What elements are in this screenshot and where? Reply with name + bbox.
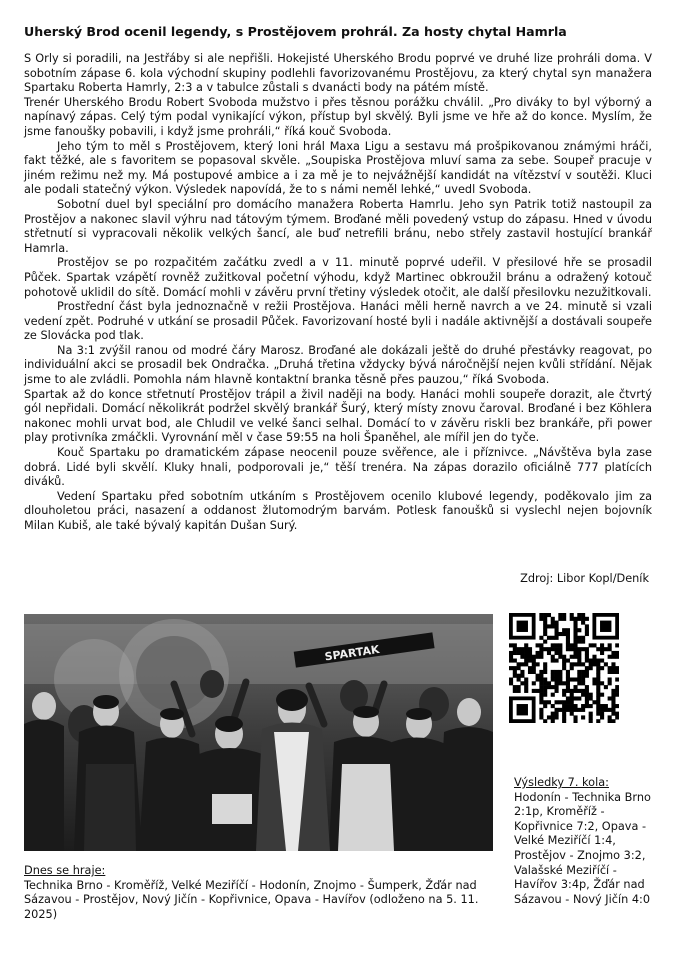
article-paragraph: Kouč Spartaku po dramatickém zápase neocenil pouze svěřence, ale i příznivce. „Návštěva byla zase dobrá. Lidé byli skvělí. Kluky hnali, podporovali je,“ těší trenéra. Na zápas dorazilo oficiálně 777 platících diváků. [24, 446, 652, 489]
today-heading: Dnes se hraje: [24, 864, 106, 877]
results-heading: Výsledky 7. kola: [514, 776, 609, 789]
fans-photo-illustration [24, 614, 493, 851]
article-paragraph: Na 3:1 zvýšil ranou od modré čáry Marosz. Broďané ale dokázali ještě do druhé přestávky reagovat, po individuální akci se prosadil bek Ondračka. „Druhá třetina vždycky bývá náročnější nejen kvůli střídání. Nějak jsme to ale zvládli. Pomohla nám hlavně kontaktní branka těsně přes pauzou,“ říká Svoboda. [24, 343, 652, 387]
article-paragraph: Jeho tým to měl s Prostějovem, který loni hrál Maxa Ligu a sestavu má prošpikovanou známými hráči, fakt těžké, ale s favoritem se popasoval skvěle. „Soupiska Prostějova mluví sama za sebe. Soupeř pracuje v jiném režimu než my. Má postupové ambice a i za mě je to nejvážnější kandidát na vítězství v soutěži. Kluci ale podali statečný výkon. Výsledek napovídá, že to s námi neměl lehké,“ uvedl Svoboda. [24, 139, 652, 197]
today-text: Technika Brno - Kroměříž, Velké Meziříčí - Hodonín, Znojmo - Šumperk, Žďár nad Sázavou - Prostějov, Nový Jičín - Kopřivnice, Opava - Havířov (odloženo na 5. 11. 2025) [24, 878, 479, 921]
article-paragraph: S Orly si poradili, na Jestřáby si ale nepřišli. Hokejisté Uherského Brodu poprvé ve druhé lize prohráli doma. V sobotním zápase 6. kola východní skupiny podlehli favorizovanému Prostějovu, za který chytal syn manažera Spartaku Roberta Hamrly, 2:3 a v tabulce zůstali s dvanácti body na pátém místě. [24, 52, 652, 95]
article-paragraph: Vedení Spartaku před sobotním utkáním s Prostějovem ocenilo klubové legendy, poděkovalo jim za dlouholetou práci, nasazení a oddanost žlutomodrým barvám. Potlesk fanoušků si vyslechl nejen bojovník Milan Kubiš, ale také bývalý kapitán Dušan Surý. [24, 489, 652, 532]
qr-code-pattern [509, 613, 619, 723]
scarf-banner-text: SPARTAK [323, 642, 381, 664]
article-title: Uherský Brod ocenil legendy, s Prostějovem prohrál. Za hosty chytal Hamrla [24, 24, 567, 39]
article-source: Zdroj: Libor Kopl/Deník [520, 572, 649, 585]
article-paragraph: Spartak až do konce střetnutí Prostějov trápil a živil naději na body. Hanáci mohli soupeře dorazit, ale čtvrtý gól nepřidali. Domácí několikrát podržel skvělý brankář Šurý, který místy znovu čaroval. Broďané i bez Köhlera nakonec mohli urvat bod, ale Chludil ve velké šanci selhal. Domácí to v závěru riskli bez brankáře, při power play protivníka zmáčkli. Vyrovnání měl v čase 59:55 na holi Španěhel, ale mířil jen do tyče. [24, 387, 652, 445]
qr-code[interactable] [509, 613, 619, 723]
results-text: Hodonín - Technika Brno 2:1p, Kroměříž - Kopřivnice 7:2, Opava - Velké Meziříčí 1:4, Prostějov - Znojmo 3:2, Valašské Meziříčí - Havířov 3:4p, Žďár nad Sázavou - Nový Jičín 4:0 [514, 790, 651, 906]
results-box [514, 776, 654, 907]
article-body [24, 52, 652, 534]
today-fixtures [24, 864, 494, 922]
article-paragraph: Sobotní duel byl speciální pro domácího manažera Roberta Hamrlu. Jeho syn Patrik totiž nastoupil za Prostějov a nakonec slavil výhru nad tátovým týmem. Broďané měli povedený vstup do zápasu. Hned v úvodu střetnutí si vypracovali několik velkých šancí, ale buď netrefili bránu, nebo střely zastavil hostující brankář Hamrla. [24, 197, 652, 255]
article-paragraph: Prostějov se po rozpačitém začátku zvedl a v 11. minutě poprvé udeřil. V přesilové hře se prosadil Půček. Spartak vzápětí rovněž zužitkoval početní výhodu, když Martinec obkroužil bránu a odražený kotouč pohotově uklidil do sítě. Domácí mohli v závěru první třetiny výsledek otočit, ale další přesilovku nezužitkovali. [24, 256, 652, 299]
article-paragraph: Trenér Uherského Brodu Robert Svoboda mužstvo i přes těsnou porážku chválil. „Pro diváky to byl výborný a napínavý zápas. Celý tým podal vynikající výkon, přístup byl skvělý. Byli jsme ve hře až do konce. Myslím, že jsme fanoušky pobavili, i když jsme prohráli,“ říká kouč Svoboda. [24, 95, 652, 138]
article-paragraph: Prostřední část byla jednoznačně v režii Prostějova. Hanáci měli herně navrch a ve 24. minutě si vzali vedení zpět. Podruhé v utkání se prosadil Půček. Favorizovaní hosté byli i nadále aktivnější a dostávali soupeře ze Slovácka pod tlak. [24, 300, 652, 343]
fans-photo [24, 614, 493, 851]
